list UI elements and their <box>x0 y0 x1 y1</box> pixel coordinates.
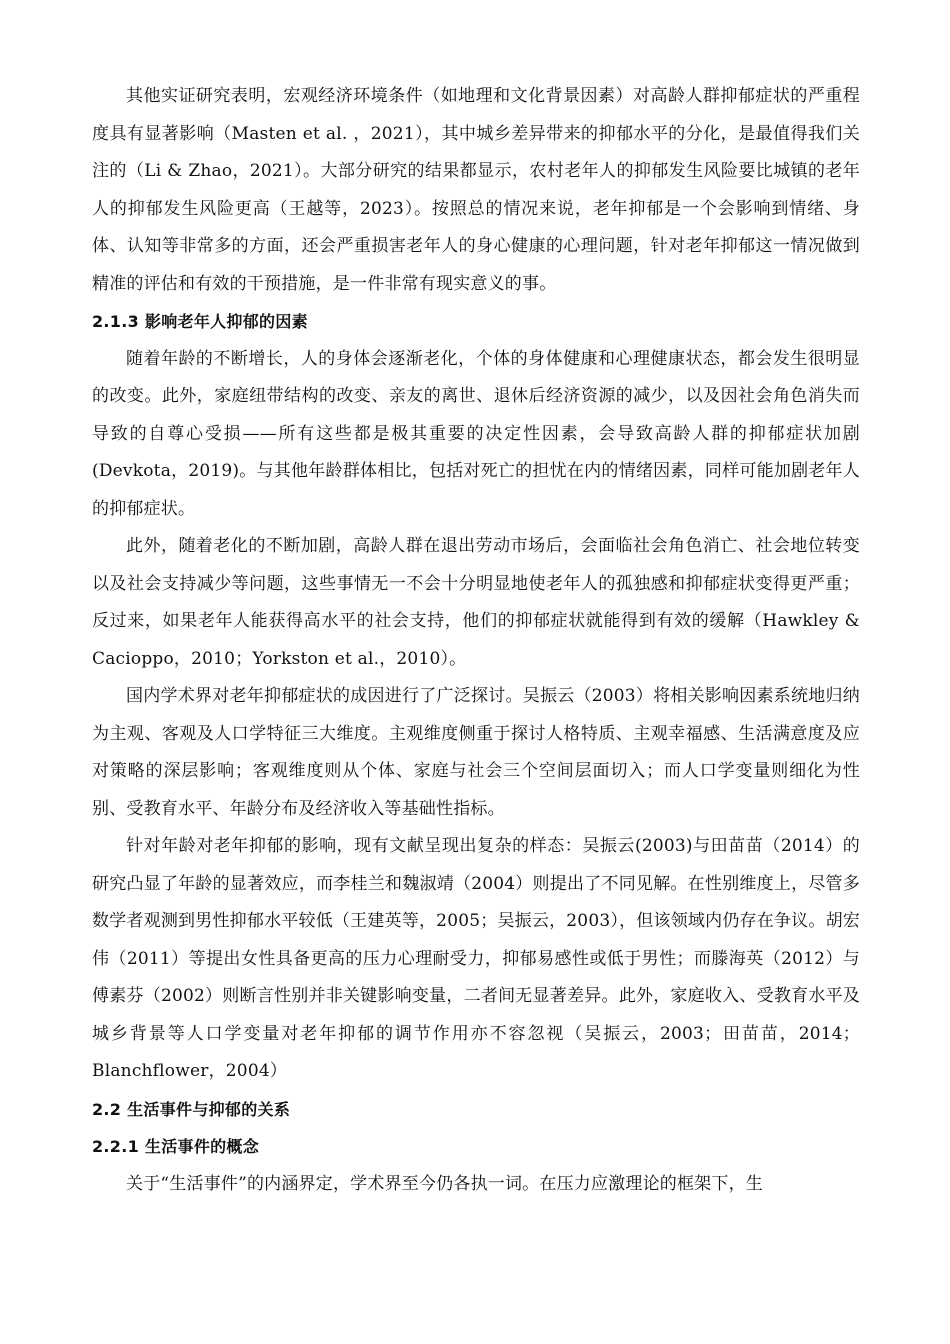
paragraph-social-support: 此外，随着老化的不断加剧，高龄人群在退出劳动市场后，会面临社会角色消亡、社会地位转变以及社会支持减少等问题，这些事情无一不会十分明显地使老年人的孤独感和抑郁症状变得更严重；反过来，如果老年人能获得高水平的社会支持，他们的抑郁症状就能得到有效的缓解（Hawkley & Cacioppo，2010；Yorkston et al.，2010）。 <box>92 536 860 669</box>
paragraph-demographic-effects: 针对年龄对老年抑郁的影响，现有文献呈现出复杂的样态：吴振云(2003)与田苗苗（2014）的研究凸显了年龄的显著效应，而李桂兰和魏淑靖（2004）则提出了不同见解。在性别维度上，尽管多数学者观测到男性抑郁水平较低（王建英等，2005；吴振云，2003），但该领域内仍存在争议。胡宏伟（2011）等提出女性具备更高的压力心理耐受力，抑郁易感性或低于男性；而滕海英（2012）与傅素芬（2002）则断言性别并非关键影响变量，二者间无显著差异。此外，家庭收入、受教育水平及城乡背景等人口学变量对老年抑郁的调节作用亦不容忽视（吴振云，2003；田苗苗，2014；Blanchflower，2004） <box>92 836 860 1081</box>
paragraph-life-events-concept: 关于“生活事件”的内涵界定，学术界至今仍各执一词。在压力应激理论的框架下，生 <box>126 1173 763 1194</box>
section-heading-2-2: 2.2 生活事件与抑郁的关系 <box>92 1099 291 1119</box>
section-heading-2-2-1: 2.2.1 生活事件的概念 <box>92 1137 260 1156</box>
paragraph-aging-factors: 随着年龄的不断增长，人的身体会逐渐老化，个体的身体健康和心理健康状态，都会发生很明显的改变。此外，家庭纽带结构的改变、亲友的离世、退休后经济资源的减少，以及因社会角色消失而导致的自尊心受损——所有这些都是极其重要的决定性因素，会导致高龄人群的抑郁症状加剧 (Devkota，2019)。与其他年龄群体相比，包括对死亡的担忧在内的情绪因素，同样可能加剧老年人的抑郁症状。 <box>92 348 860 519</box>
document-page <box>92 78 860 1203</box>
paragraph-domestic-research: 国内学术界对老年抑郁症状的成因进行了广泛探讨。吴振云（2003）将相关影响因素系统地归纳为主观、客观及人口学特征三大维度。主观维度侧重于探讨人格特质、主观幸福感、生活满意度及应对策略的深层影响；客观维度则从个体、家庭与社会三个空间层面切入；而人口学变量则细化为性别、受教育水平、年龄分布及经济收入等基础性指标。 <box>92 686 860 819</box>
section-heading-2-1-3: 2.1.3 影响老年人抑郁的因素 <box>92 312 308 331</box>
paragraph-urban-rural-depression: 其他实证研究表明，宏观经济环境条件（如地理和文化背景因素）对高龄人群抑郁症状的严重程度具有显著影响（Masten et al. ，2021），其中城乡差异带来的抑郁水平的分化，是最值得我们关注的（Li & Zhao，2021）。大部分研究的结果都显示，农村老年人的抑郁发生风险要比城镇的老年人的抑郁发生风险更高（王越等，2023）。按照总的情况来说，老年抑郁是一个会影响到情绪、身体、认知等非常多的方面，还会严重损害老年人的身心健康的心理问题，针对老年抑郁这一情况做到精准的评估和有效的干预措施，是一件非常有现实意义的事。 <box>92 86 860 294</box>
